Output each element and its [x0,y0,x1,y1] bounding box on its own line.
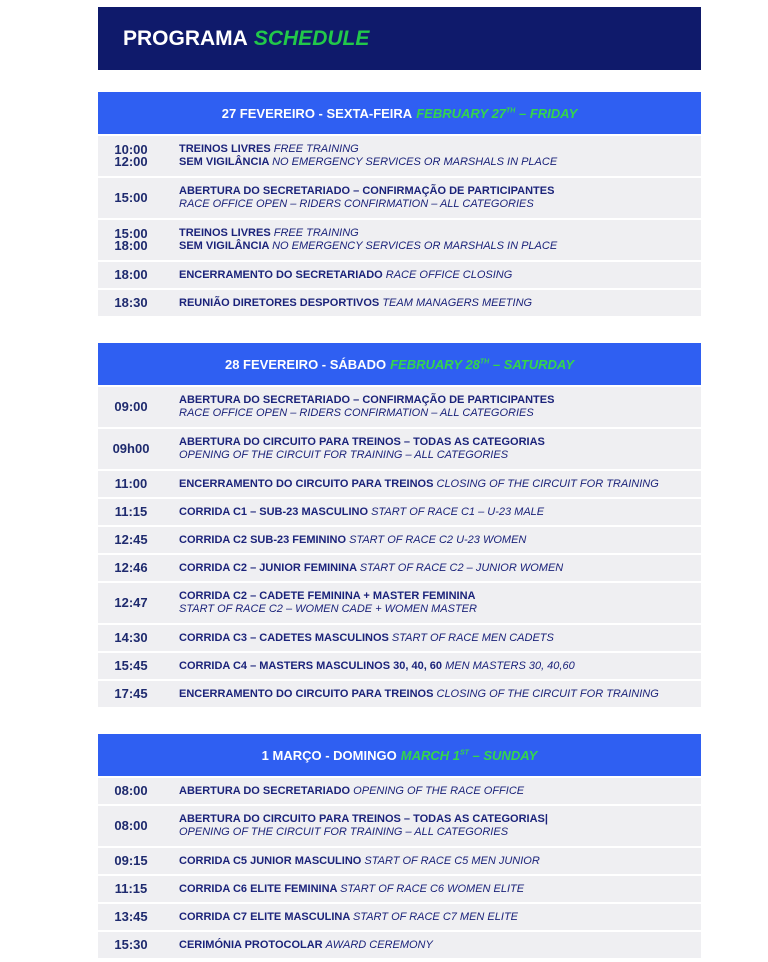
event-time [98,653,164,679]
event-description [166,499,701,525]
schedule-row [98,290,701,316]
event-time [98,429,164,469]
event-description [166,778,701,804]
event-line [179,407,701,420]
event-en: OPENING OF THE RACE OFFICE [353,784,525,797]
event-pt: ABERTURA DO SECRETARIADO [179,784,354,797]
event-pt: CORRIDA C4 – MASTERS MASCULINOS 30, 40, 60 [179,659,446,672]
event-line [179,534,701,547]
event-pt: CORRIDA C5 JUNIOR MASCULINO [179,854,365,867]
event-description [166,806,701,846]
day-header-en [416,106,577,121]
event-line [179,198,701,211]
schedule-row [98,876,701,902]
schedule-row [98,904,701,930]
event-time [98,848,164,874]
schedule-row [98,429,701,469]
schedule-row [98,178,701,218]
day-header-en-weekday: – SUNDAY [468,747,538,763]
event-line [179,939,701,952]
event-en: CLOSING OF THE CIRCUIT FOR TRAINING [436,687,659,700]
time-start: 15:30 [114,937,148,952]
event-en: START OF RACE C1 – U-23 MALE [371,505,545,518]
event-pt: CORRIDA C3 – CADETES MASCULINOS [179,631,392,644]
event-en: START OF RACE C5 MEN JUNIOR [364,854,540,867]
day-header-pt: 1 MARÇO - DOMINGO [261,747,397,763]
day-header-en-suffix: TH [506,107,516,115]
time-start: 15:00 [114,226,148,241]
day-header [98,343,701,385]
day-header-pt: 28 FEVEREIRO - SÁBADO [224,356,387,372]
schedule-row [98,806,701,846]
event-description [166,471,701,497]
event-time [98,555,164,581]
event-pt: ENCERRAMENTO DO CIRCUITO PARA TREINOS [179,477,437,490]
event-pt: ENCERRAMENTO DO CIRCUITO PARA TREINOS [179,687,437,700]
page-title-english: SCHEDULE [253,26,370,50]
time-start: 12:47 [114,595,148,610]
event-en: START OF RACE C2 U-23 WOMEN [349,533,527,546]
event-description [166,876,701,902]
event-en: OPENING OF THE CIRCUIT FOR TRAINING – ALL CATEGORIES [179,449,509,461]
event-description [166,848,701,874]
time-start: 15:45 [114,658,148,673]
schedule-row [98,681,701,707]
event-pt: TREINOS LIVRES [179,143,274,155]
event-pt: SEM VIGILÂNCIA [179,240,273,252]
schedule-row [98,527,701,553]
schedule-row [98,778,701,804]
event-time [98,806,164,846]
time-start: 11:15 [114,881,148,896]
event-time [98,178,164,218]
event-en: CLOSING OF THE CIRCUIT FOR TRAINING [436,477,659,490]
event-line [179,785,701,798]
time-start: 11:15 [114,504,148,519]
schedule-row [98,471,701,497]
event-pt: SEM VIGILÂNCIA [179,156,273,168]
day-header-en [401,748,538,763]
event-description [166,262,701,288]
day-header-en [390,357,574,372]
event-description [166,583,701,623]
time-start: 12:46 [114,560,148,575]
event-line [179,632,701,645]
event-en: FREE TRAINING [273,143,359,155]
day-header [98,734,701,776]
time-start: 08:00 [114,783,148,798]
event-en: NO EMERGENCY SERVICES OR MARSHALS IN PLACE [272,156,558,168]
time-start: 09:00 [114,399,148,414]
event-pt: ABERTURA DO CIRCUITO PARA TREINOS – TODAS AS CATEGORIAS [179,436,545,448]
event-time [98,499,164,525]
event-en: START OF RACE C2 – WOMEN CADE + WOMEN MASTER [179,603,477,615]
day-header-pt: 27 FEVEREIRO - SEXTA-FEIRA [221,105,413,121]
event-time [98,136,164,176]
schedule-row [98,653,701,679]
event-en: TEAM MANAGERS MEETING [382,296,533,309]
event-line [179,269,701,282]
event-description [166,220,701,260]
event-en: START OF RACE C7 MEN ELITE [352,910,519,923]
schedule-row [98,262,701,288]
event-time [98,387,164,427]
event-line [179,813,701,826]
day-header-en-weekday: – FRIDAY [515,105,578,121]
event-line [179,156,701,169]
event-pt: CORRIDA C6 ELITE FEMININA [179,882,341,895]
event-time [98,625,164,651]
event-time [98,262,164,288]
day-header-en-weekday: – SATURDAY [489,356,574,372]
event-description [166,136,701,176]
schedule-row [98,625,701,651]
event-line [179,506,701,519]
event-description [166,904,701,930]
event-time [98,527,164,553]
time-start: 14:30 [114,630,148,645]
event-description [166,527,701,553]
event-line [179,660,701,673]
event-line [179,603,701,616]
day-header-en-suffix: ST [459,749,469,757]
time-start: 17:45 [114,686,148,701]
event-description [166,290,701,316]
event-time [98,876,164,902]
event-time [98,290,164,316]
event-description [166,681,701,707]
event-en: FREE TRAINING [273,227,359,239]
event-time [98,904,164,930]
event-pt: ABERTURA DO SECRETARIADO – CONFIRMAÇÃO DE PARTICIPANTES [179,394,555,406]
event-line [179,590,701,603]
event-description [166,653,701,679]
schedule-row [98,848,701,874]
event-description [166,387,701,427]
day-header-en-date: MARCH 1 [400,747,460,763]
schedule-row [98,499,701,525]
event-pt: ABERTURA DO SECRETARIADO – CONFIRMAÇÃO DE PARTICIPANTES [179,185,555,197]
event-en: AWARD CEREMONY [325,938,433,951]
event-line [179,826,701,839]
event-time [98,932,164,958]
event-time [98,220,164,260]
day-header-en-date: FEBRUARY 28 [390,356,480,372]
time-start: 10:00 [114,142,148,157]
time-start: 12:45 [114,532,148,547]
day-header-en-date: FEBRUARY 27 [416,105,507,121]
event-pt: ENCERRAMENTO DO SECRETARIADO [179,268,386,281]
event-description [166,429,701,469]
event-time [98,681,164,707]
event-description [166,625,701,651]
event-pt: CERIMÓNIA PROTOCOLAR [179,938,326,951]
time-start: 08:00 [114,818,148,833]
event-line [179,240,701,253]
event-line [179,449,701,462]
event-en: MEN MASTERS 30, 40,60 [445,659,575,672]
time-start: 13:45 [114,909,148,924]
time-start: 09:15 [114,853,148,868]
event-pt: TREINOS LIVRES [179,227,274,239]
time-end: 18:00 [114,238,148,253]
event-line [179,185,701,198]
schedule-row [98,932,701,958]
event-line [179,436,701,449]
event-pt: CORRIDA C7 ELITE MASCULINA [179,910,353,923]
event-time [98,583,164,623]
schedule-row [98,583,701,623]
event-en: RACE OFFICE OPEN – RIDERS CONFIRMATION – ALL CATEGORIES [179,198,534,210]
event-line [179,562,701,575]
schedule-row [98,136,701,176]
event-pt: ABERTURA DO CIRCUITO PARA TREINOS – TODAS AS CATEGORIAS| [179,813,548,825]
event-line [179,688,701,701]
schedule-row [98,387,701,427]
page-title: PROGRAMA [123,26,248,50]
event-en: RACE OFFICE OPEN – RIDERS CONFIRMATION – ALL CATEGORIES [179,407,534,419]
event-time [98,778,164,804]
event-pt: CORRIDA C2 – JUNIOR FEMININA [179,561,360,574]
event-description [166,932,701,958]
time-start: 18:00 [114,267,148,282]
day-header-en-suffix: TH [479,358,490,366]
day-header [98,92,701,134]
event-line [179,478,701,491]
event-pt: CORRIDA C1 – SUB-23 MASCULINO [179,505,372,518]
schedule-row [98,555,701,581]
day-section [98,92,701,316]
event-line [179,911,701,924]
event-line [179,883,701,896]
page-title-bar [98,7,701,70]
time-start: 11:00 [114,476,148,491]
event-pt: CORRIDA C2 SUB-23 FEMININO [179,533,350,546]
day-section [98,343,701,707]
event-description [166,555,701,581]
event-line [179,143,701,156]
event-en: START OF RACE MEN CADETS [391,631,554,644]
time-start: 18:30 [114,295,148,310]
time-end: 12:00 [114,154,148,169]
event-time [98,471,164,497]
event-en: START OF RACE C2 – JUNIOR WOMEN [359,561,564,574]
event-pt: CORRIDA C2 – CADETE FEMININA + MASTER FEMININA [179,590,476,602]
event-line [179,855,701,868]
event-line [179,394,701,407]
event-pt: REUNIÃO DIRETORES DESPORTIVOS [179,296,383,309]
time-start: 15:00 [114,190,148,205]
time-start: 09h00 [112,441,150,456]
event-en: OPENING OF THE CIRCUIT FOR TRAINING – ALL CATEGORIES [179,826,509,838]
event-en: RACE OFFICE CLOSING [385,268,513,281]
schedule-row [98,220,701,260]
event-description [166,178,701,218]
event-en: NO EMERGENCY SERVICES OR MARSHALS IN PLACE [272,240,558,252]
event-line [179,227,701,240]
day-section [98,734,701,958]
event-en: START OF RACE C6 WOMEN ELITE [340,882,525,895]
event-line [179,297,701,310]
